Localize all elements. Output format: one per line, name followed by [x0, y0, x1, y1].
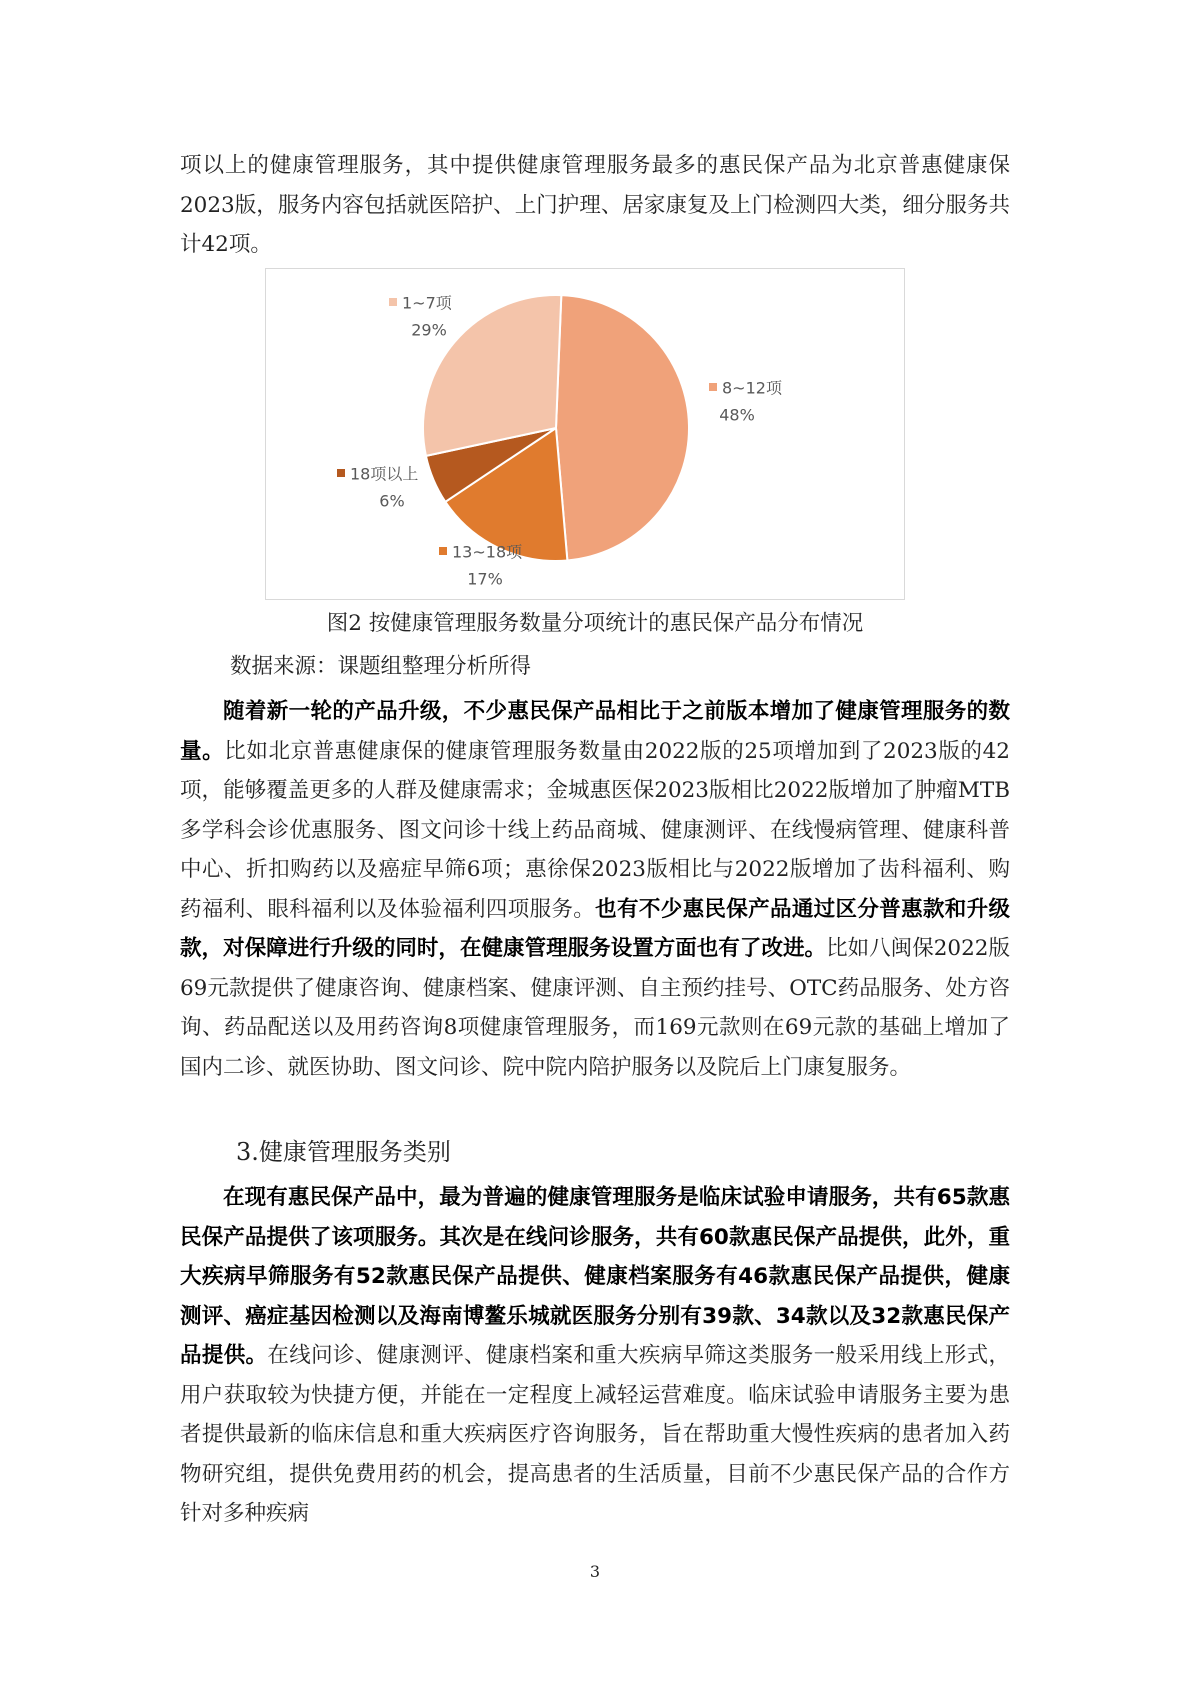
slice-percent-label-2: 17% [467, 569, 503, 589]
pie-slice-1 [556, 295, 689, 560]
slice-percent-label-4: 29% [411, 320, 447, 340]
slice-percent-label-1: 48% [719, 405, 755, 425]
figure-caption: 图2 按健康管理服务数量分项统计的惠民保产品分布情况 [326, 611, 864, 636]
bold-statement-categories: 在现有惠民保产品中，最为普遍的健康管理服务是临床试验申请服务，共有65款惠民保产品提供了该项服务。其次是在线问诊服务，共有60款惠民保产品提供，此外，重大疾病早筛服务有52款惠民保产品提供、健康档案服务有46款惠民保产品提供，健康测评、癌症基因检测以及海南博鳌乐城就医服务分别有39款、34款以及32款惠民保产品提供。 [180, 1185, 1010, 1368]
bold-statement-tiers: 也有不少惠民保产品通过区分普惠款和升级款，对保障进行升级的同时，在健康管理服务设置方面也有了改进。 [180, 896, 1010, 961]
pie-chart [265, 268, 905, 600]
bold-statement-upgrade: 随着新一轮的产品升级，不少惠民保产品相比于之前版本增加了健康管理服务的数量。 [180, 699, 1010, 764]
text-tier-examples: 比如八闽保2022版69元款提供了健康咨询、健康档案、健康评测、自主预约挂号、OTC药品服务、处方咨询、药品配送以及用药咨询8项健康管理服务，而169元款则在69元款的基础上增加了国内二诊、就医协助、图文问诊、院中院内陪护服务以及院后上门康复服务。 [180, 936, 1010, 1080]
legend-key-1 [709, 383, 717, 391]
slice-category-label-1: 8~12项 [722, 378, 782, 398]
slice-category-label-4: 1~7项 [402, 293, 452, 313]
text-categories-detail: 在线问诊、健康测评、健康档案和重大疾病早筛这类服务一般采用线上形式，用户获取较为快捷方便，并能在一定程度上减轻运营难度。临床试验申请服务主要为患者提供最新的临床信息和重大疾病医疗咨询服务，旨在帮助重大慢性疾病的患者加入药物研究组，提供免费用药的机会，提高患者的生活质量，目前不少惠民保产品的合作方针对多种疾病 [180, 1343, 1010, 1526]
paragraph-categories [180, 1178, 1010, 1534]
slice-percent-label-3: 6% [379, 491, 405, 511]
section-heading: 3.健康管理服务类别 [236, 1138, 451, 1166]
page-number: 3 [589, 1562, 601, 1581]
pie-chart-svg [266, 269, 904, 599]
slice-category-label-3: 18项以上 [350, 464, 419, 484]
paragraph-intro: 项以上的健康管理服务，其中提供健康管理服务最多的惠民保产品为北京普惠健康保2023版，服务内容包括就医陪护、上门护理、居家康复及上门检测四大类，细分服务共计42项。 [180, 153, 1010, 257]
data-source-note: 数据来源：课题组整理分析所得 [230, 654, 532, 679]
legend-key-3 [337, 469, 345, 477]
legend-key-2 [439, 547, 447, 555]
pie-slice-4 [423, 295, 561, 456]
text-upgrade-examples: 比如北京普惠健康保的健康管理服务数量由2022版的25项增加到了2023版的42项，能够覆盖更多的人群及健康需求；金城惠医保2023版相比2022版增加了肿瘤MTB多学科会诊优惠服务、图文问诊十线上药品商城、健康测评、在线慢病管理、健康科普中心、折扣购药以及癌症早筛6项；惠徐保2023版相比与2022版增加了齿科福利、购药福利、眼科福利以及体验福利四项服务。 [180, 738, 1010, 922]
slice-category-label-2: 13~18项 [452, 542, 523, 562]
paragraph-upgrade [180, 692, 1010, 1087]
legend-key-4 [389, 298, 397, 306]
